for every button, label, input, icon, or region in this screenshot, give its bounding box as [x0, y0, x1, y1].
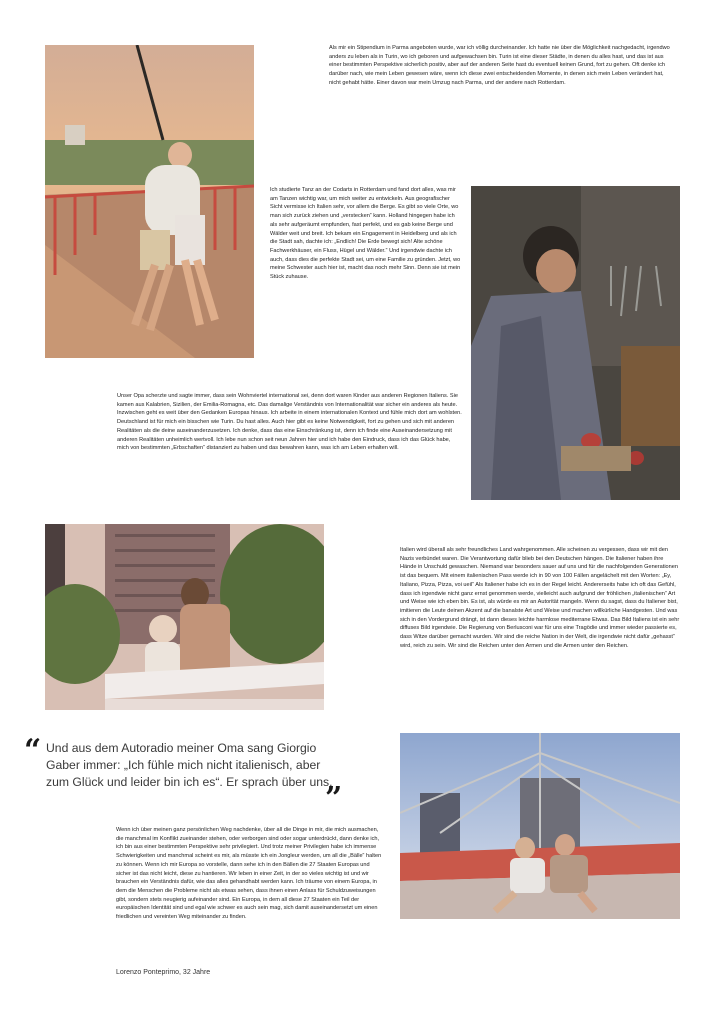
- photo-men-sitting-bridge: [400, 733, 680, 919]
- author-signature: Lorenzo Ponteprimo, 32 Jahre: [116, 969, 211, 976]
- pull-quote: Und aus dem Autoradio meiner Oma sang Giorgio Gaber immer: „Ich fühle mich nicht italienisch, aber zum Glück und leider bin ich es“. Er sprach über uns.: [46, 741, 333, 789]
- photo-women-balcony: [45, 524, 324, 710]
- europa-paragraph: Wenn ich über meinen ganz persönlichen Weg nachdenke, über all die Dinge in mir, die mich ausmachen, die manchmal im Konflikt zueinander stehen, oder verborgen sind oder sogar unterdrückt, dann denke ich, ich bin aus einer bestimmten Perspektive sehr privilegiert. Und trotz meiner Privilegien habe ich immense Schwierigkeiten und manchmal scheint es mir, als müsste ich ein Jongleur werden, um all die „Bälle“ halten zu können. Wenn ich mir Europa so vorstelle, dann sehe ich in den Bällen die 27 Staaten Europas und sicher ist das nicht leicht, diese zu hantieren. Wir leben in einer Zeit, in der so vieles wichtig ist und wir brauchen ein Verständnis dafür, wie das alles gehandhabt werden kann. Ich träume von einem Europa, in dem die Menschen die Probleme nicht als etwas sehen, dass ihnen einen Anlass für Schuldzuweisungen gibt, sondern stets neugierig aufeinander sind. Ein Europa, in dem all diese 27 Staaten ein Teil der europäischen Identität sind und egal wie schwer es auch sein mag, sich damit auseinandersetzt um einen friedlichen und vereinten Weg miteinander zu finden.: [116, 827, 382, 921]
- photo-man-kitchen: [471, 186, 680, 500]
- quote-open-mark: “: [24, 733, 42, 768]
- quote-close-mark: ”: [325, 781, 343, 816]
- opa-paragraph: Unser Opa scherzte und sagte immer, dass sein Wohnviertel international sei, denn dort waren Kinder aus anderen Regionen Italiens. Sie kamen aus Kalabrien, Sizilien, der Emilia-Romagna, etc. Das damalige Verständnis von Internationalität war sicher ein anderes als heute. Inzwischen geht es weit über den Gedanken Europas hinaus. Ich arbeite in einem internationalen Kontext und fühle mich dort am wohlsten. Deutschland ist für mich ein bisschen wie Turin. Du hast alles. Auch hier gibt es keine Notwendigkeit, fort zu gehen und sich mit anderen Realitäten als die deine auseinanderzusetzen. Ich denke, dass das eine Einschränkung ist, denn ich finde eine Auseinandersetzung mit anderen Realitäten unheimlich wertvoll. Ich lebe nun schon seit neun Jahren hier und ich habe den Eindruck, dass ich das Glück habe, mich von bestimmten „Erbschaften“ distanziert zu haben und das bewahren kann, was ich am Leben erhalten will.: [117, 393, 462, 452]
- intro-paragraph: Als mir ein Stipendium in Parma angeboten wurde, war ich völlig durcheinander. Ich hatte nie über die Möglichkeit nachgedacht, irgendwo anders zu leben als in Turin, wo ich geboren und aufgewachsen bin. Turin ist eine dieser Städte, in denen du alles hast, und das ist aus einer bestimmten Perspektive sicherlich positiv, aber auf der anderen Seite hast du eventuell keinen Grund, fort zu gehen. Oft denke ich darüber nach, wie mein Leben gewesen wäre, wenn ich diese zwei entscheidenden Momente, in denen sich mein Leben verändert hat, nicht gehabt hätte. Einer davon war mein Umzug nach Parma, und der andere nach Rotterdam.: [329, 45, 670, 86]
- dance-paragraph: Ich studierte Tanz an der Codarts in Rotterdam und fand dort alles, was mir am Tanzen wichtig war, um mich weiter zu entwickeln. Aus geografischer Sicht vermisse ich Italien sehr, vor allem die Berge. Es gibt so viele Orte, wo man sich zurück ziehen und „verstecken“ kann. Holland hingegen habe ich als sehr aufgeräumt empfunden, fast perfekt, und es gab keine Berge und Wälder weit und breit. Ich bekam ein Engagement in Heidelberg und als ich die Stadt sah, dachte ich: „Endlich! Die Erde bewegt sich! Alte schöne Fachwerkhäuser, ein Fluss, Hügel und Wälder.“ Und irgendwie dachte ich auch, dass dies die perfekte Stadt sei, um eine Familie zu gründen. Jetzt, wo meine Schwester auch hier ist, macht das noch mehr Sinn. Denn sie ist mein Stück zuhause.: [270, 187, 461, 281]
- italien-paragraph: Italien wird überall als sehr freundliches Land wahrgenommen. Alle scheinen zu vergessen, dass wir mit den Nazis verbündet waren. Die Verantwortung dafür blieb bei den Deutschen hängen. Die Italiener haben ihre Hände in Unschuld gewaschen. Niemand war besonders sauer auf uns und für die nachfolgenden Generationen ist das bequem. Mit einem italienischen Pass werde ich in 90 von 100 Fällen angelächelt mit den Worten: „Ey, Italiano, Pizza, Pizza, voi ueil“ Als Italiener habe ich es in der Regel leicht. Andererseits habe ich oft das Gefühl, dass ich irgendwie nicht ganz ernst genommen werde, vielleicht auch aufgrund der fröhlichen „italienischen“ Art und Weise wie ich eben bin. Es ist, als würde es mir an Autorität mangeln. Wenn du sagst, dass du Italiener bist, imitieren die Leute deinen Akzent auf die banalste Art und Weise und machen willkürliche Handgesten. Und was sich in den Vordergrund drängt, ist dann dieses leichte harmlose mediterrane Etwas. Das Bild Italiens ist ein sehr diffuses Bild irgendwie. Die Regierung von Berlusconi war für uns eine Tragödie und immer wieder passierte es, dass Witze darüber gemacht wurden. Wir sind die reiche Nation in der Welt, die irgendwie nicht dafür „gehasst“ wird, reich zu sein. Wir sind die Reichen unter den Armen und die Armen unter den Reichen.: [400, 547, 680, 649]
- photo-couple-bridge-hug: [45, 45, 254, 358]
